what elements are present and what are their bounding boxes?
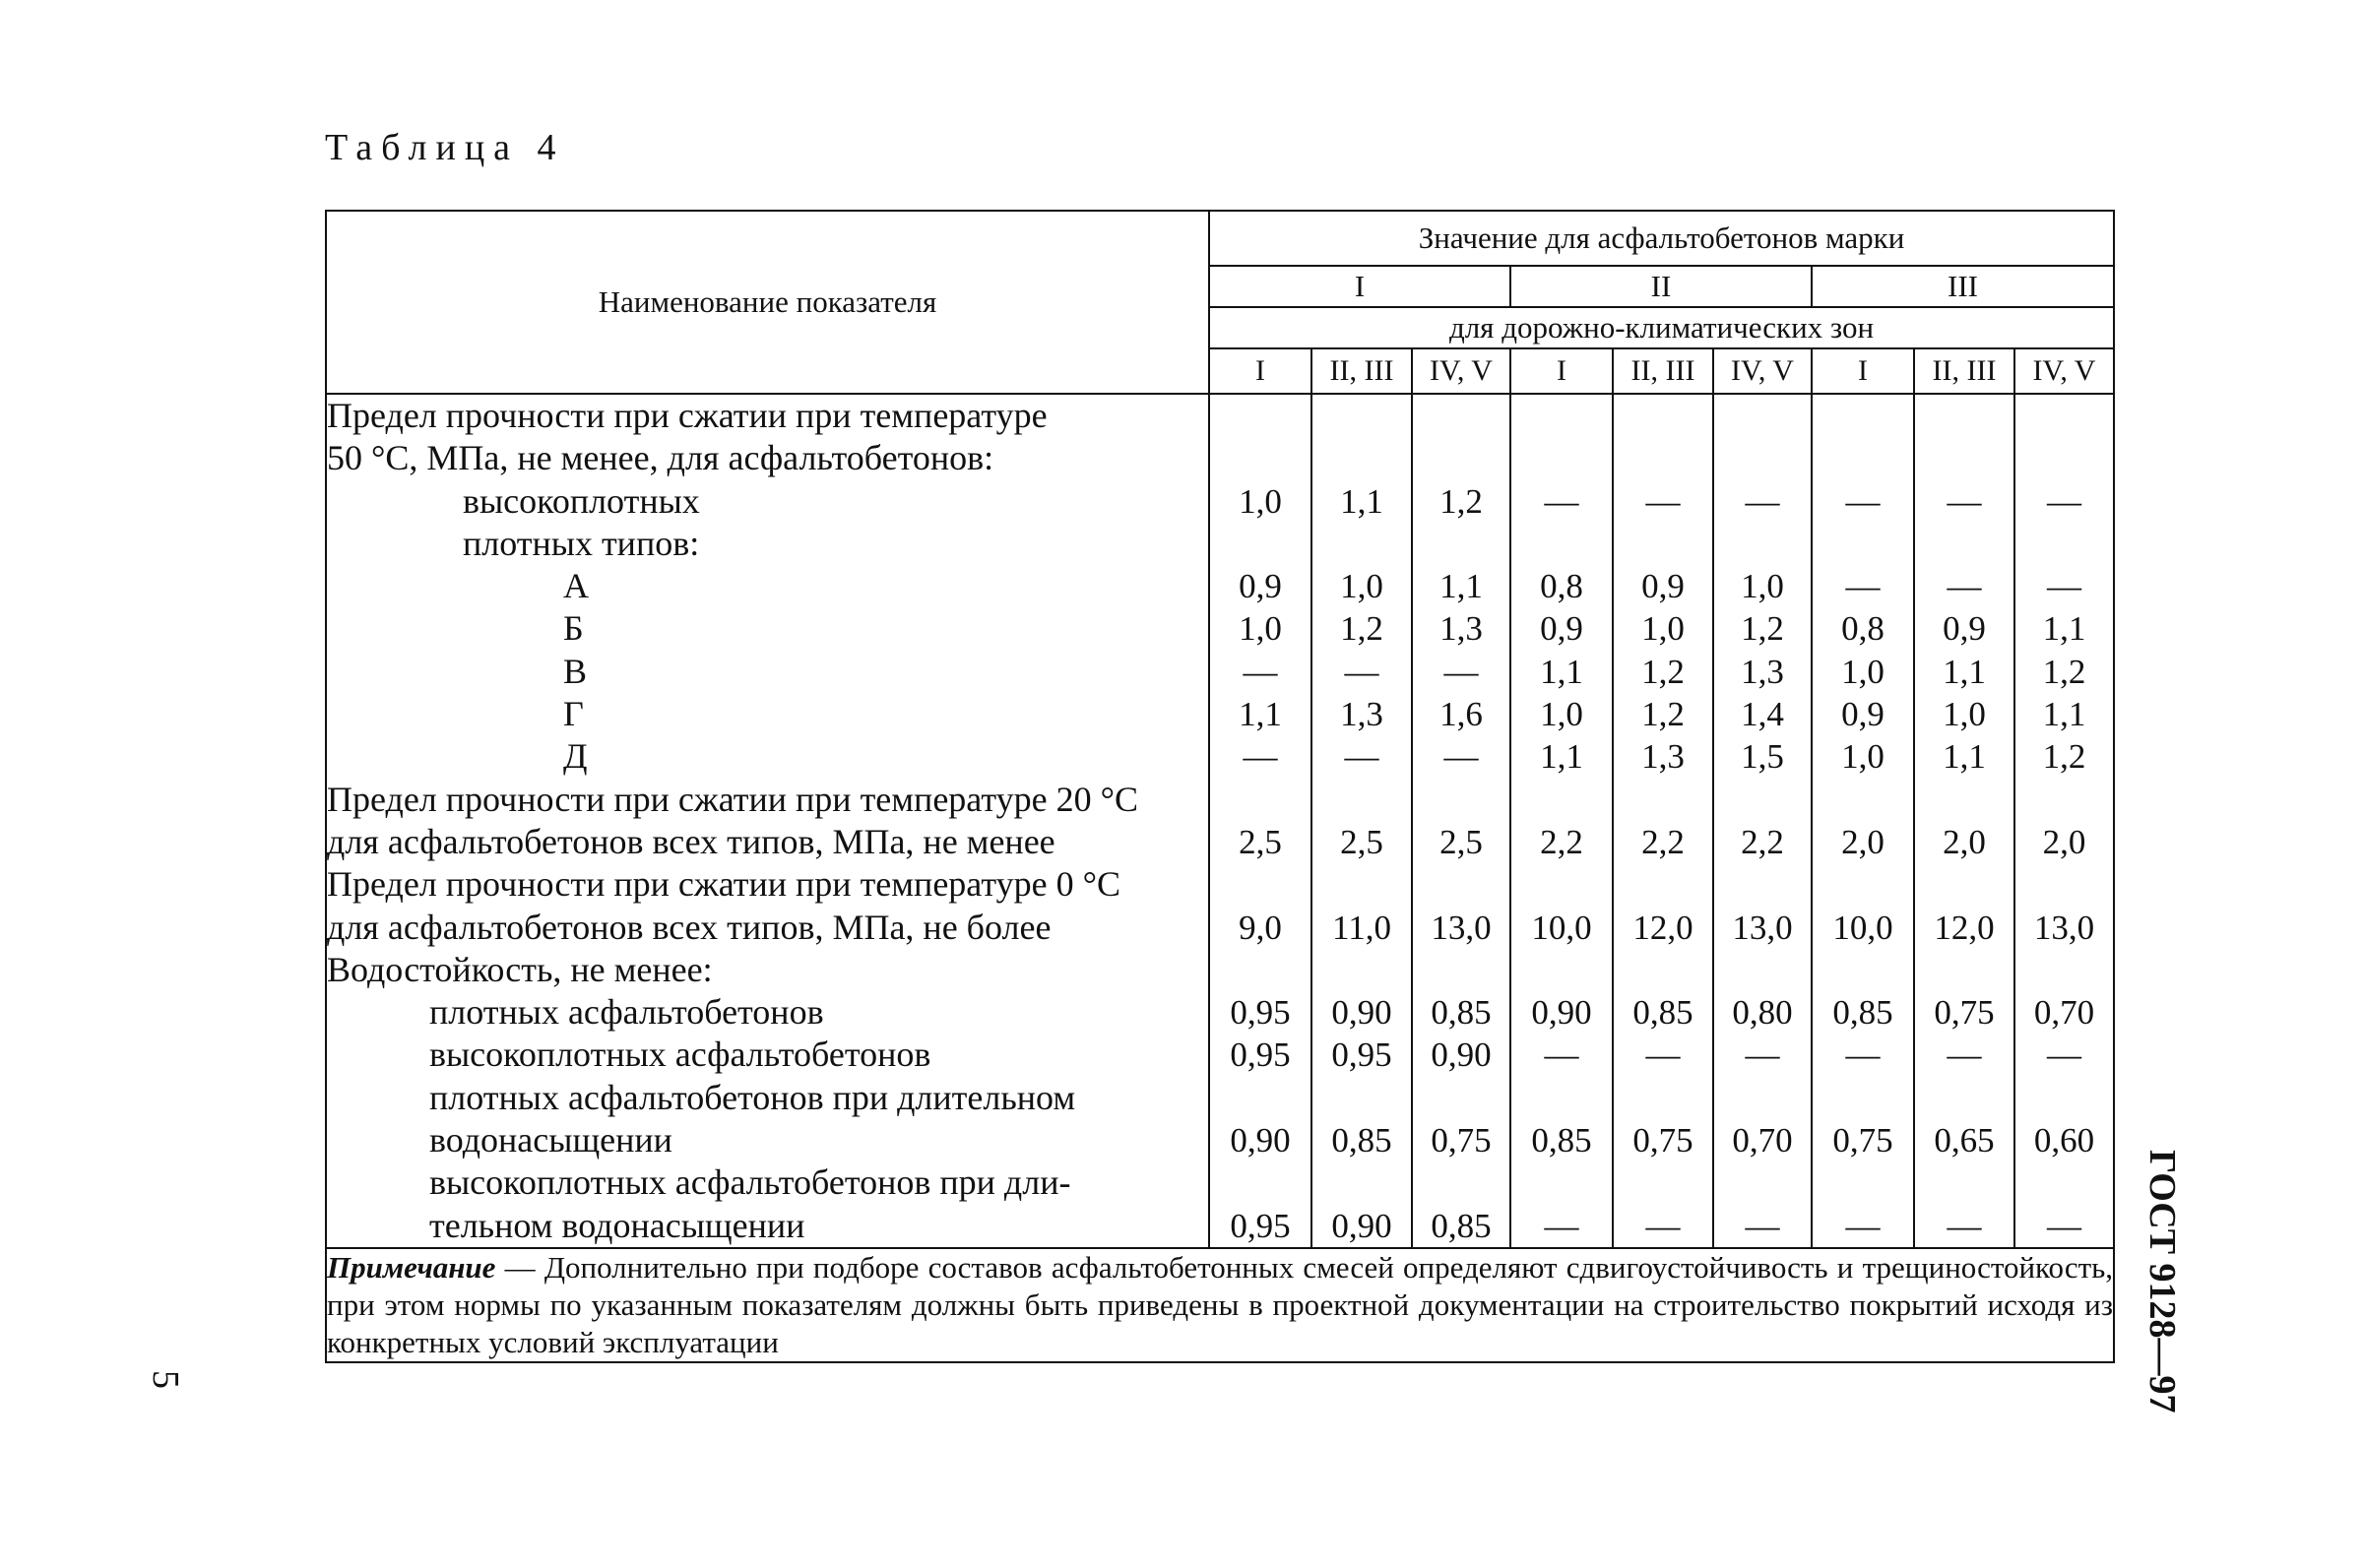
value-cell: 1,0	[1841, 652, 1885, 691]
value-cell: 2,2	[1540, 822, 1583, 861]
value-cell: —	[1845, 1035, 1881, 1075]
table-caption: Таблица 4	[325, 127, 565, 168]
value-cell: 11,0	[1332, 908, 1391, 947]
value-cell	[1714, 779, 1811, 821]
document-code-label: ГОСТ 9128—97	[2141, 1150, 2183, 1413]
indicator-name-line: высокоплотных	[463, 480, 700, 521]
indicator-name-line: тельном водонасыщении	[429, 1205, 805, 1245]
indicator-name-line: плотных асфальтобетонов при длительном	[429, 1077, 1076, 1117]
zone-header: IV, V	[1713, 348, 1812, 394]
mark-header-2: II	[1510, 266, 1812, 307]
value-cell: 10,0	[1832, 908, 1893, 947]
value-cell: 1,1	[1540, 652, 1583, 691]
indicator-name-line: Предел прочности при сжатии при температуре	[327, 396, 1048, 435]
value-cell: 0,90	[1230, 1121, 1291, 1160]
value-cell: 1,2	[2042, 737, 2086, 777]
value-cell	[1511, 523, 1612, 565]
indicator-name-line: плотных типов:	[463, 523, 700, 563]
value-cell: —	[1344, 652, 1379, 691]
value-cell: 0,75	[1832, 1121, 1893, 1160]
value-column	[1412, 394, 1510, 1248]
value-cell: 0,9	[1641, 567, 1685, 606]
value-cell	[1312, 395, 1411, 437]
value-cell	[1413, 523, 1509, 565]
value-cell	[2015, 779, 2113, 821]
value-cell: —	[1845, 1206, 1881, 1245]
value-cell: 9,0	[1239, 908, 1282, 947]
value-cell	[1915, 437, 2013, 479]
value-cell: 0,60	[2033, 1121, 2095, 1160]
mark-header-3: III	[1812, 266, 2114, 307]
value-cell	[1813, 779, 1913, 821]
value-cell	[1413, 1077, 1509, 1119]
value-cell: —	[1947, 567, 1982, 606]
name-column-header: Наименование показателя	[326, 211, 1209, 394]
value-cell: 1,0	[1741, 567, 1784, 606]
value-cell: 1,2	[1641, 695, 1685, 734]
zone-header: IV, V	[1412, 348, 1510, 394]
indicator-names-cell	[326, 394, 1209, 1248]
value-cell: 2,0	[2042, 822, 2086, 861]
value-cell: 0,90	[1431, 1035, 1492, 1075]
value-cell: 0,90	[1531, 993, 1592, 1033]
value-cell: 1,0	[1340, 567, 1383, 606]
value-column	[1510, 394, 1613, 1248]
value-cell	[1813, 523, 1913, 565]
indicator-name-line: высокоплотных асфальтобетонов при дли-	[429, 1162, 1071, 1203]
value-cell: 1,3	[1741, 652, 1784, 691]
value-cell: —	[1745, 481, 1780, 521]
indicator-name-line: плотных асфальтобетонов	[429, 992, 824, 1033]
value-cell	[1813, 1077, 1913, 1119]
value-cell: 1,1	[2042, 609, 2086, 649]
value-cell: 0,85	[1431, 1206, 1492, 1245]
value-cell	[2015, 1161, 2113, 1204]
value-cell: 0,75	[1632, 1121, 1693, 1160]
value-column	[1613, 394, 1713, 1248]
indicator-name-line: Предел прочности при сжатии при температуре 0 °С	[327, 864, 1120, 905]
value-cell: —	[1645, 1206, 1681, 1245]
value-cell: 2,0	[1943, 822, 1986, 861]
value-cell: 1,2	[1340, 609, 1383, 649]
value-cell: 0,9	[1239, 567, 1282, 606]
value-cell: —	[2047, 567, 2081, 606]
value-cell	[1413, 437, 1509, 479]
value-cell: 0,75	[1431, 1121, 1492, 1160]
value-cell: 1,2	[2042, 652, 2086, 691]
value-cell: 1,6	[1439, 695, 1483, 734]
value-cell	[1915, 395, 2013, 437]
value-cell: —	[1443, 652, 1479, 691]
value-cell	[1312, 1077, 1411, 1119]
value-column	[1713, 394, 1812, 1248]
value-cell: 1,5	[1741, 737, 1784, 777]
value-cell	[1210, 1161, 1310, 1204]
value-cell: 0,90	[1331, 993, 1392, 1033]
value-cell: —	[1947, 1035, 1982, 1075]
value-cell: 0,70	[2033, 993, 2095, 1033]
zone-header: II, III	[1613, 348, 1713, 394]
value-cell: 12,0	[1632, 908, 1693, 947]
value-cell	[1511, 949, 1612, 991]
value-cell	[1614, 395, 1712, 437]
value-cell: —	[1745, 1206, 1780, 1245]
value-cell	[1511, 1077, 1612, 1119]
table-note	[326, 1248, 2114, 1362]
value-cell	[1714, 949, 1811, 991]
value-cell: 1,1	[1540, 737, 1583, 777]
value-cell: 0,8	[1841, 609, 1885, 649]
value-cell	[1714, 863, 1811, 906]
value-cell: 0,80	[1732, 993, 1793, 1033]
indicator-name-line: водонасыщении	[429, 1120, 672, 1160]
value-cell: —	[1645, 481, 1681, 521]
value-cell: 1,0	[1943, 695, 1986, 734]
value-cell: 2,5	[1239, 822, 1282, 861]
indicators-table	[325, 210, 2115, 1363]
value-cell: 1,3	[1340, 695, 1383, 734]
value-cell	[1210, 863, 1310, 906]
value-column	[1209, 394, 1311, 1248]
value-cell: 0,85	[1331, 1121, 1392, 1160]
value-cell: 0,95	[1230, 993, 1291, 1033]
value-cell	[1714, 395, 1811, 437]
value-cell	[1312, 523, 1411, 565]
value-cell	[1614, 863, 1712, 906]
value-cell: 2,2	[1641, 822, 1685, 861]
value-cell	[1210, 437, 1310, 479]
value-cell	[1915, 1161, 2013, 1204]
value-cell: 1,1	[1340, 481, 1383, 521]
value-cell: —	[1544, 1035, 1579, 1075]
value-cell: —	[1544, 481, 1579, 521]
value-cell	[2015, 949, 2113, 991]
value-cell	[1614, 949, 1712, 991]
value-cell	[2015, 523, 2113, 565]
value-cell: —	[1947, 1206, 1982, 1245]
value-cell	[1714, 523, 1811, 565]
value-cell	[1413, 395, 1509, 437]
zone-header: I	[1209, 348, 1311, 394]
value-cell: 0,70	[1732, 1121, 1793, 1160]
zone-header: I	[1812, 348, 1914, 394]
value-cell: 0,85	[1832, 993, 1893, 1033]
value-cell	[1915, 1077, 2013, 1119]
value-cell: 0,85	[1531, 1121, 1592, 1160]
value-cell: 1,3	[1641, 737, 1685, 777]
value-cell	[1813, 949, 1913, 991]
value-cell: 1,2	[1641, 652, 1685, 691]
value-cell: 13,0	[1732, 908, 1793, 947]
value-cell	[2015, 395, 2113, 437]
value-cell	[1511, 395, 1612, 437]
value-cell: 2,5	[1439, 822, 1483, 861]
indicator-name-line: Д	[563, 736, 588, 777]
indicator-name-line: В	[563, 651, 588, 691]
value-cell	[1915, 779, 2013, 821]
value-cell	[1413, 1161, 1509, 1204]
value-cell: —	[1845, 567, 1881, 606]
value-title-header: Значение для асфальтобетонов марки	[1209, 211, 2114, 266]
value-cell	[1714, 1161, 1811, 1204]
value-cell	[1614, 437, 1712, 479]
indicator-name-line: А	[563, 566, 589, 606]
value-cell	[1614, 523, 1712, 565]
value-cell: 12,0	[1934, 908, 1995, 947]
value-cell	[1915, 523, 2013, 565]
value-cell: 0,8	[1540, 567, 1583, 606]
value-cell: 1,2	[1741, 609, 1784, 649]
value-cell: 0,75	[1934, 993, 1995, 1033]
value-cell: —	[1443, 737, 1479, 777]
value-cell: 1,0	[1239, 609, 1282, 649]
value-cell: 0,85	[1431, 993, 1492, 1033]
value-cell	[1312, 437, 1411, 479]
indicator-name-line: высокоплотных асфальтобетонов	[429, 1035, 931, 1075]
value-cell	[1714, 437, 1811, 479]
value-cell	[1210, 779, 1310, 821]
value-cell: —	[1745, 1035, 1780, 1075]
value-cell	[1413, 779, 1509, 821]
zone-header: II, III	[1311, 348, 1412, 394]
value-cell: 1,2	[1439, 481, 1483, 521]
value-cell: 0,95	[1230, 1206, 1291, 1245]
value-cell	[1210, 1077, 1310, 1119]
mark-header-1: I	[1209, 266, 1510, 307]
indicator-name-line: Б	[563, 608, 584, 649]
value-cell	[1511, 1161, 1612, 1204]
value-cell: 1,3	[1439, 609, 1483, 649]
value-cell	[1210, 395, 1310, 437]
value-cell: 1,4	[1741, 695, 1784, 734]
value-cell: 1,1	[1239, 695, 1282, 734]
indicator-name-line: Г	[563, 694, 584, 734]
value-cell: 1,0	[1641, 609, 1685, 649]
value-column	[1914, 394, 2014, 1248]
note-label: Примечание	[327, 1249, 496, 1285]
value-cell	[1813, 1161, 1913, 1204]
value-cell: 2,5	[1340, 822, 1383, 861]
value-cell	[2015, 863, 2113, 906]
zone-header: I	[1510, 348, 1613, 394]
value-cell	[1312, 949, 1411, 991]
value-cell	[1614, 1161, 1712, 1204]
value-cell	[2015, 1077, 2113, 1119]
value-cell: —	[1645, 1035, 1681, 1075]
value-cell: 0,90	[1331, 1206, 1392, 1245]
value-cell: —	[1344, 737, 1379, 777]
value-cell: 0,95	[1230, 1035, 1291, 1075]
indicator-name-line: для асфальтобетонов всех типов, МПа, не более	[327, 907, 1052, 947]
indicator-name-line: для асфальтобетонов всех типов, МПа, не менее	[327, 821, 1055, 861]
value-cell: 0,9	[1943, 609, 1986, 649]
value-cell: —	[2047, 1206, 2081, 1245]
value-cell: 1,1	[1943, 737, 1986, 777]
value-cell	[2015, 437, 2113, 479]
value-cell: —	[1845, 481, 1881, 521]
value-cell	[1813, 863, 1913, 906]
value-cell: 1,1	[1943, 652, 1986, 691]
value-cell: 1,0	[1239, 481, 1282, 521]
value-cell	[1714, 1077, 1811, 1119]
value-cell	[1614, 779, 1712, 821]
zone-header: II, III	[1914, 348, 2014, 394]
note-text: — Дополнительно при подборе составов асфальтобетонных смесей определяют сдвигоустойчивость и трещиностойкость, при этом нормы по указанным показателям должны быть приведены в проектной документации на строительство покрытий исходя из конкретных условий эксплуатации	[327, 1249, 2114, 1359]
value-cell: 0,9	[1841, 695, 1885, 734]
value-cell: 0,85	[1632, 993, 1693, 1033]
value-cell	[1413, 863, 1509, 906]
value-cell	[1813, 437, 1913, 479]
value-cell	[1915, 863, 2013, 906]
value-cell: 0,65	[1934, 1121, 1995, 1160]
indicator-name-line: Водостойкость, не менее:	[327, 949, 713, 989]
value-cell: 13,0	[2033, 908, 2095, 947]
value-cell	[1210, 523, 1310, 565]
value-cell: 2,2	[1741, 822, 1784, 861]
value-cell	[1813, 395, 1913, 437]
value-cell: 1,1	[2042, 695, 2086, 734]
value-column	[1311, 394, 1412, 1248]
value-cell: 0,9	[1540, 609, 1583, 649]
value-cell	[1413, 949, 1509, 991]
value-cell	[1312, 779, 1411, 821]
value-cell: —	[2047, 1035, 2081, 1075]
indicator-name-line: 50 °С, МПа, не менее, для асфальтобетонов:	[327, 438, 994, 478]
value-cell: 1,0	[1841, 737, 1885, 777]
value-cell: 1,1	[1439, 567, 1483, 606]
zones-title-header: для дорожно-климатических зон	[1209, 307, 2114, 348]
value-cell	[1511, 863, 1612, 906]
value-cell: 1,0	[1540, 695, 1583, 734]
value-cell: 10,0	[1531, 908, 1592, 947]
value-cell	[1915, 949, 2013, 991]
value-cell: 2,0	[1841, 822, 1885, 861]
value-column	[1812, 394, 1914, 1248]
value-cell: —	[1947, 481, 1982, 521]
value-cell	[1511, 437, 1612, 479]
indicator-name-line: Предел прочности при сжатии при температуре 20 °С	[327, 779, 1138, 819]
value-column	[2014, 394, 2114, 1248]
value-cell: —	[2047, 481, 2081, 521]
value-cell: 0,95	[1331, 1035, 1392, 1075]
value-cell: —	[1243, 737, 1278, 777]
value-cell: 13,0	[1431, 908, 1492, 947]
value-cell	[1511, 779, 1612, 821]
value-cell	[1210, 949, 1310, 991]
value-cell	[1312, 1161, 1411, 1204]
value-cell: —	[1544, 1206, 1579, 1245]
value-cell: —	[1243, 652, 1278, 691]
value-cell	[1614, 1077, 1712, 1119]
zone-header: IV, V	[2014, 348, 2114, 394]
page-number: 5	[145, 1370, 186, 1389]
value-cell	[1312, 863, 1411, 906]
